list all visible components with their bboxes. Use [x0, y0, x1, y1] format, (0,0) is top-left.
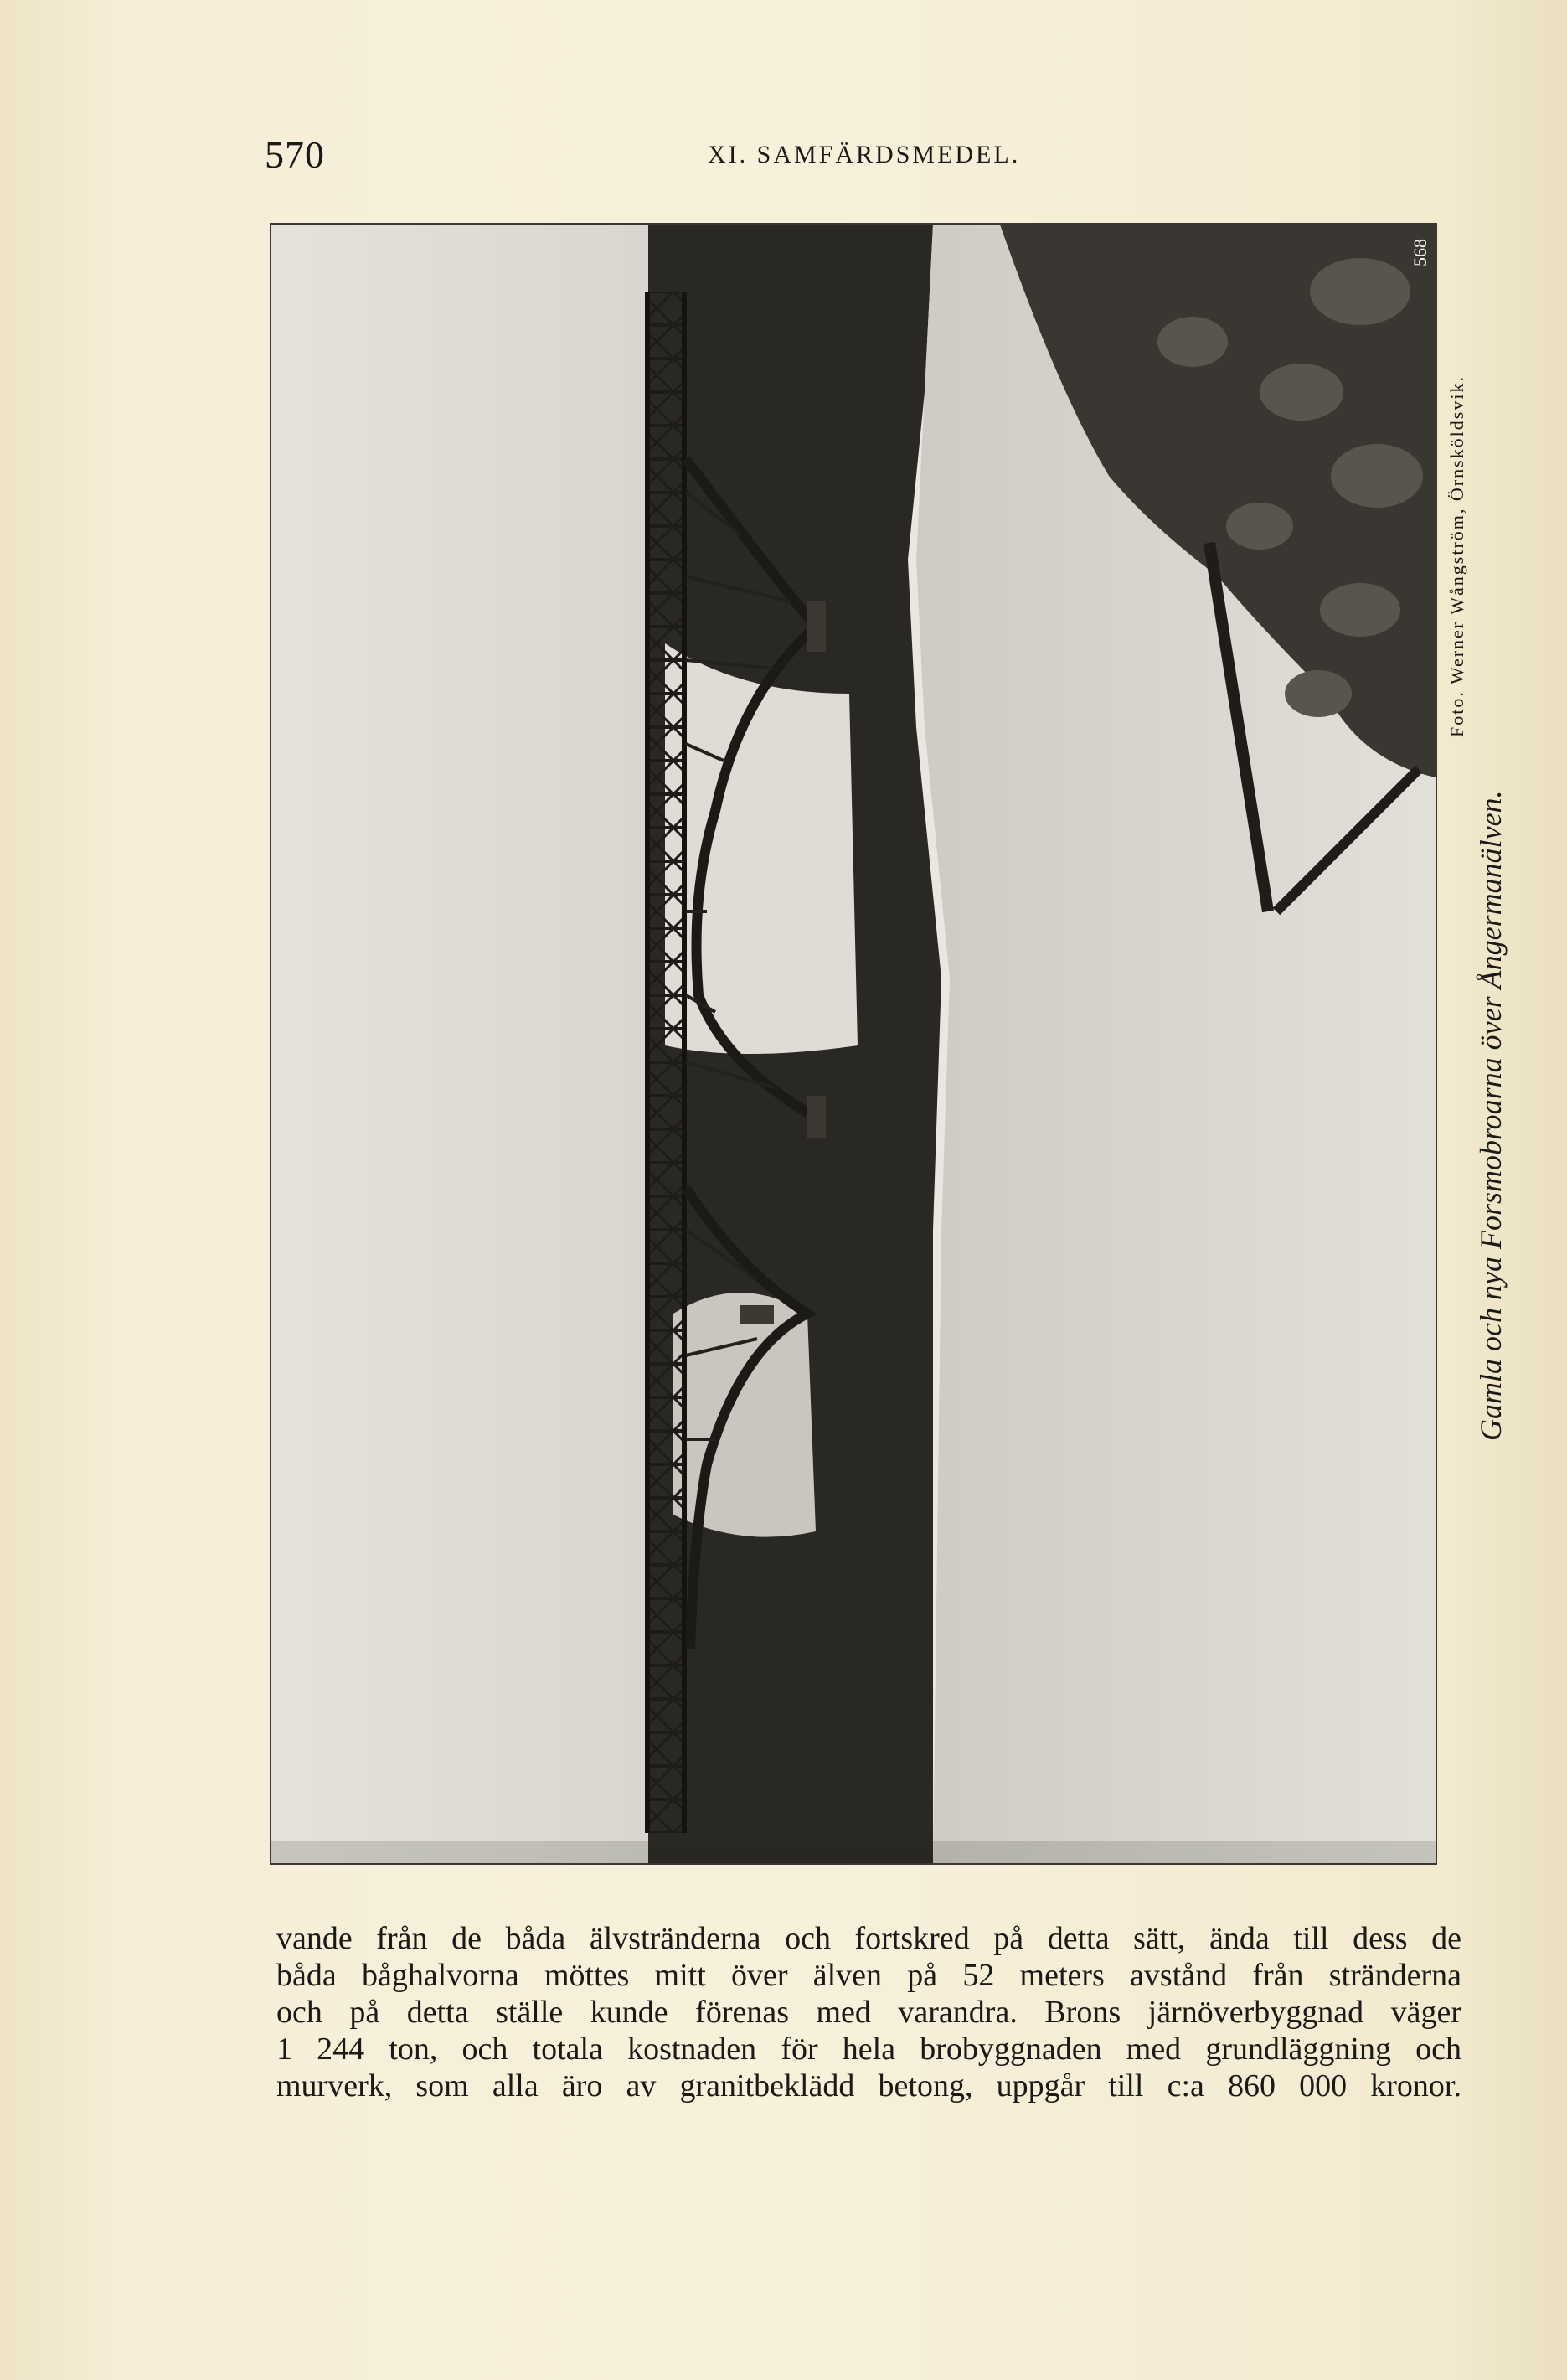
page-number: 570 — [265, 133, 325, 176]
photo-credit: Foto. Werner Wångström, Örnsköldsvik. — [1446, 375, 1467, 737]
text-line: båda båghalvorna möttes mitt över älven på 52 meters avstånd från stränderna — [276, 1958, 1461, 1993]
bridge-pier — [807, 601, 826, 652]
plate-number: 568 — [1410, 239, 1430, 266]
text-line: och på detta ställe kunde förenas med varandra. Brons järnöverbyggnad väger — [276, 1995, 1461, 2030]
body-text — [276, 1920, 1461, 2104]
bridge-photograph — [271, 225, 1436, 1863]
running-head: XI. SAMFÄRDSMEDEL. — [708, 141, 1021, 168]
text-line: 1 244 ton, och totala kostnaden för hela brobyggnaden med grundläggning och — [276, 2032, 1461, 2067]
plate-caption: Gamla och nya Forsmobroarna över Ångermanälven. — [1474, 790, 1508, 1441]
text-line: vande från de båda älvstränderna och fortskred på detta sätt, ända till dess de — [276, 1921, 1461, 1956]
sky — [271, 225, 648, 1863]
text-line: murverk, som alla äro av granitbeklädd betong, uppgår till c:a 860 000 kronor. — [276, 2068, 1461, 2104]
photo-plate — [270, 223, 1437, 1865]
bridge-deck — [648, 292, 683, 1833]
